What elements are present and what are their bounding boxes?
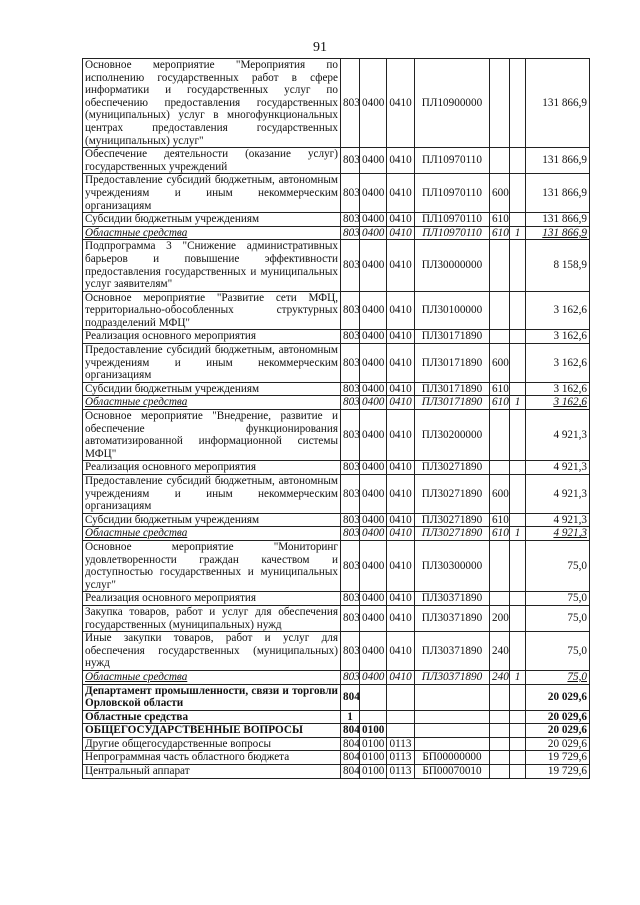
row-description: Департамент промышленности, связи и торговли Орловской области [83, 684, 341, 710]
row-ministry-code: 803 [341, 605, 360, 631]
row-target-article: ПЛ30171890 [415, 396, 490, 410]
row-ministry-code: 804 [341, 737, 360, 751]
row-target-article: ПЛ30100000 [415, 291, 490, 330]
row-expense-type: 240 [490, 670, 510, 684]
row-section-code: 0400 [360, 174, 387, 213]
row-subsection-code: 0113 [387, 737, 415, 751]
table-row [83, 724, 590, 738]
row-source-code: 1 [510, 226, 526, 240]
row-section-code: 0400 [360, 240, 387, 291]
row-target-article: ПЛ30300000 [415, 540, 490, 591]
table-row [83, 737, 590, 751]
row-source-code: 1 [510, 670, 526, 684]
row-subsection-code: 0410 [387, 461, 415, 475]
row-section-code: 0400 [360, 410, 387, 461]
row-amount: 8 158,9 [526, 240, 590, 291]
row-target-article: ПЛ30271890 [415, 527, 490, 541]
row-amount: 19 729,6 [526, 765, 590, 779]
row-expense-type [490, 240, 510, 291]
row-section-code: 0400 [360, 592, 387, 606]
row-target-article: ПЛ30200000 [415, 410, 490, 461]
row-section-code: 0400 [360, 330, 387, 344]
row-ministry-code: 803 [341, 670, 360, 684]
table-row [83, 410, 590, 461]
row-expense-type: 600 [490, 174, 510, 213]
row-source-code [510, 461, 526, 475]
row-subsection-code: 0410 [387, 396, 415, 410]
row-ministry-code: 803 [341, 344, 360, 383]
table-row [83, 344, 590, 383]
row-amount: 75,0 [526, 592, 590, 606]
row-description: Предоставление субсидий бюджетным, автономным учреждениям и иным некоммерческим организациям [83, 174, 341, 213]
row-description: Предоставление субсидий бюджетным, автономным учреждениям и иным некоммерческим организациям [83, 475, 341, 514]
row-source-code [510, 751, 526, 765]
row-amount: 3 162,6 [526, 330, 590, 344]
row-description: Предоставление субсидий бюджетным, автономным учреждениям и иным некоммерческим организациям [83, 344, 341, 383]
row-amount: 3 162,6 [526, 396, 590, 410]
row-subsection-code [387, 724, 415, 738]
row-description: Основное мероприятие "Мероприятия по исполнению государственных работ в сфере информатики и государственных услуг по обеспечению предоставления государственных (муниципальных) услуг в многофункциональных центрах предоставления государственных (муниципальных) услуг" [83, 59, 341, 148]
row-expense-type [490, 148, 510, 174]
row-target-article: ПЛ30271890 [415, 475, 490, 514]
row-expense-type [490, 751, 510, 765]
row-ministry-code: 803 [341, 540, 360, 591]
row-ministry-code: 1 [341, 710, 360, 724]
row-section-code: 0400 [360, 59, 387, 148]
row-target-article [415, 737, 490, 751]
row-subsection-code: 0410 [387, 330, 415, 344]
row-amount: 20 029,6 [526, 710, 590, 724]
row-source-code [510, 605, 526, 631]
row-target-article [415, 710, 490, 724]
row-ministry-code: 803 [341, 513, 360, 527]
row-description: Закупка товаров, работ и услуг для обеспечения государственных (муниципальных) нужд [83, 605, 341, 631]
table-row [83, 330, 590, 344]
row-subsection-code: 0410 [387, 592, 415, 606]
row-expense-type [490, 737, 510, 751]
row-description: Областные средства [83, 396, 341, 410]
row-amount: 75,0 [526, 670, 590, 684]
row-target-article: ПЛ10970110 [415, 213, 490, 227]
row-amount: 20 029,6 [526, 737, 590, 751]
row-amount: 3 162,6 [526, 344, 590, 383]
row-subsection-code: 0410 [387, 670, 415, 684]
row-expense-type [490, 330, 510, 344]
table-row [83, 59, 590, 148]
row-subsection-code: 0410 [387, 240, 415, 291]
row-section-code: 0100 [360, 765, 387, 779]
row-target-article: ПЛ10970110 [415, 148, 490, 174]
row-target-article: ПЛ30371890 [415, 632, 490, 671]
row-subsection-code: 0410 [387, 540, 415, 591]
row-section-code: 0400 [360, 540, 387, 591]
row-expense-type: 600 [490, 344, 510, 383]
table-row [83, 213, 590, 227]
row-subsection-code: 0410 [387, 344, 415, 383]
row-source-code [510, 344, 526, 383]
row-target-article: БП00070010 [415, 765, 490, 779]
row-section-code [360, 710, 387, 724]
row-expense-type: 240 [490, 632, 510, 671]
budget-table [82, 58, 590, 779]
row-amount: 3 162,6 [526, 382, 590, 396]
row-section-code: 0400 [360, 382, 387, 396]
row-subsection-code: 0410 [387, 410, 415, 461]
row-description: ОБЩЕГОСУДАРСТВЕННЫЕ ВОПРОСЫ [83, 724, 341, 738]
row-expense-type: 600 [490, 475, 510, 514]
row-target-article: ПЛ30371890 [415, 670, 490, 684]
row-target-article: ПЛ30271890 [415, 461, 490, 475]
row-expense-type [490, 724, 510, 738]
row-expense-type [490, 540, 510, 591]
row-expense-type [490, 684, 510, 710]
table-row [83, 226, 590, 240]
row-section-code: 0400 [360, 670, 387, 684]
row-section-code: 0400 [360, 475, 387, 514]
row-source-code [510, 291, 526, 330]
row-expense-type [490, 461, 510, 475]
page-number: 91 [313, 40, 327, 55]
row-section-code: 0100 [360, 724, 387, 738]
row-description: Областные средства [83, 527, 341, 541]
row-source-code [510, 213, 526, 227]
row-expense-type: 200 [490, 605, 510, 631]
row-ministry-code: 803 [341, 632, 360, 671]
row-section-code: 0400 [360, 396, 387, 410]
row-amount: 20 029,6 [526, 724, 590, 738]
row-source-code [510, 148, 526, 174]
row-subsection-code: 0410 [387, 527, 415, 541]
row-source-code [510, 765, 526, 779]
table-row [83, 765, 590, 779]
row-target-article: ПЛ10970110 [415, 174, 490, 213]
row-subsection-code [387, 684, 415, 710]
row-source-code [510, 710, 526, 724]
row-description: Основное мероприятие "Мониторинг удовлетворенности граждан качеством и доступностью государственных и муниципальных услуг" [83, 540, 341, 591]
row-target-article: ПЛ30171890 [415, 382, 490, 396]
row-expense-type [490, 410, 510, 461]
row-source-code [510, 475, 526, 514]
row-ministry-code: 803 [341, 240, 360, 291]
row-source-code [510, 592, 526, 606]
row-amount: 4 921,3 [526, 527, 590, 541]
table-row [83, 396, 590, 410]
row-expense-type: 610 [490, 382, 510, 396]
row-section-code: 0400 [360, 344, 387, 383]
row-source-code [510, 632, 526, 671]
row-amount: 20 029,6 [526, 684, 590, 710]
row-description: Основное мероприятие "Развитие сети МФЦ, территориально-обособленных структурных подразделений МФЦ" [83, 291, 341, 330]
row-ministry-code: 803 [341, 291, 360, 330]
row-ministry-code: 803 [341, 410, 360, 461]
row-description: Реализация основного мероприятия [83, 330, 341, 344]
row-description: Подпрограмма 3 "Снижение административных барьеров и повышение эффективности предоставления государственных и муниципальных услуг заявителям" [83, 240, 341, 291]
row-description: Областные средства [83, 670, 341, 684]
row-description: Другие общегосударственные вопросы [83, 737, 341, 751]
row-ministry-code: 803 [341, 213, 360, 227]
row-description: Центральный аппарат [83, 765, 341, 779]
row-amount: 75,0 [526, 632, 590, 671]
row-source-code [510, 540, 526, 591]
row-description: Непрограммная часть областного бюджета [83, 751, 341, 765]
row-amount: 4 921,3 [526, 410, 590, 461]
table-row [83, 670, 590, 684]
row-source-code [510, 382, 526, 396]
row-expense-type [490, 765, 510, 779]
row-expense-type: 610 [490, 396, 510, 410]
row-subsection-code [387, 710, 415, 724]
row-section-code: 0400 [360, 213, 387, 227]
row-description: Субсидии бюджетным учреждениям [83, 213, 341, 227]
row-section-code: 0400 [360, 148, 387, 174]
row-target-article: ПЛ30171890 [415, 344, 490, 383]
row-source-code [510, 410, 526, 461]
row-description: Реализация основного мероприятия [83, 461, 341, 475]
row-ministry-code: 803 [341, 527, 360, 541]
row-source-code [510, 737, 526, 751]
row-ministry-code: 803 [341, 330, 360, 344]
row-ministry-code: 803 [341, 461, 360, 475]
row-description: Реализация основного мероприятия [83, 592, 341, 606]
row-description: Обеспечение деятельности (оказание услуг) государственных учреждений [83, 148, 341, 174]
row-section-code: 0400 [360, 291, 387, 330]
row-source-code [510, 330, 526, 344]
row-amount: 4 921,3 [526, 461, 590, 475]
row-ministry-code: 803 [341, 475, 360, 514]
row-amount: 3 162,6 [526, 291, 590, 330]
table-row [83, 240, 590, 291]
row-amount: 131 866,9 [526, 226, 590, 240]
row-subsection-code: 0410 [387, 475, 415, 514]
table-row [83, 540, 590, 591]
table-row [83, 605, 590, 631]
row-section-code: 0100 [360, 751, 387, 765]
row-section-code: 0400 [360, 513, 387, 527]
table-row [83, 475, 590, 514]
row-subsection-code: 0113 [387, 765, 415, 779]
table-row [83, 382, 590, 396]
row-expense-type [490, 592, 510, 606]
row-amount: 131 866,9 [526, 59, 590, 148]
row-target-article: ПЛ30371890 [415, 605, 490, 631]
row-subsection-code: 0410 [387, 148, 415, 174]
row-ministry-code: 804 [341, 724, 360, 738]
row-ministry-code: 804 [341, 751, 360, 765]
row-ministry-code: 804 [341, 684, 360, 710]
row-source-code [510, 513, 526, 527]
row-subsection-code: 0410 [387, 605, 415, 631]
row-description: Иные закупки товаров, работ и услуг для обеспечения государственных (муниципальных) нужд [83, 632, 341, 671]
row-expense-type [490, 59, 510, 148]
row-ministry-code: 803 [341, 592, 360, 606]
row-description: Областные средства [83, 226, 341, 240]
row-section-code: 0400 [360, 226, 387, 240]
row-target-article: ПЛ30171890 [415, 330, 490, 344]
row-amount: 131 866,9 [526, 148, 590, 174]
row-subsection-code: 0410 [387, 213, 415, 227]
table-body [83, 59, 590, 779]
row-target-article: ПЛ10900000 [415, 59, 490, 148]
row-section-code: 0400 [360, 527, 387, 541]
table-row [83, 710, 590, 724]
row-description: Основное мероприятие "Внедрение, развитие и обеспечение функционирования автоматизированной информационной системы МФЦ" [83, 410, 341, 461]
row-amount: 131 866,9 [526, 213, 590, 227]
row-expense-type: 610 [490, 527, 510, 541]
row-amount: 75,0 [526, 605, 590, 631]
row-subsection-code: 0113 [387, 751, 415, 765]
row-expense-type: 610 [490, 226, 510, 240]
row-section-code: 0400 [360, 632, 387, 671]
row-source-code: 1 [510, 396, 526, 410]
row-section-code: 0100 [360, 737, 387, 751]
row-description: Субсидии бюджетным учреждениям [83, 513, 341, 527]
table-row [83, 751, 590, 765]
table-row [83, 148, 590, 174]
row-subsection-code: 0410 [387, 291, 415, 330]
row-source-code [510, 174, 526, 213]
row-ministry-code: 803 [341, 174, 360, 213]
row-source-code [510, 59, 526, 148]
table-row [83, 684, 590, 710]
row-ministry-code: 803 [341, 396, 360, 410]
row-ministry-code: 803 [341, 226, 360, 240]
table-row [83, 632, 590, 671]
row-amount: 4 921,3 [526, 475, 590, 514]
row-subsection-code: 0410 [387, 513, 415, 527]
row-section-code [360, 684, 387, 710]
row-amount: 75,0 [526, 540, 590, 591]
row-subsection-code: 0410 [387, 174, 415, 213]
row-target-article: БП00000000 [415, 751, 490, 765]
row-expense-type [490, 291, 510, 330]
table-row [83, 291, 590, 330]
row-target-article [415, 724, 490, 738]
row-target-article: ПЛ30371890 [415, 592, 490, 606]
table-row [83, 174, 590, 213]
row-target-article: ПЛ30000000 [415, 240, 490, 291]
row-ministry-code: 803 [341, 59, 360, 148]
row-subsection-code: 0410 [387, 632, 415, 671]
row-source-code [510, 240, 526, 291]
row-subsection-code: 0410 [387, 382, 415, 396]
row-expense-type [490, 710, 510, 724]
table-row [83, 527, 590, 541]
row-ministry-code: 803 [341, 382, 360, 396]
row-source-code: 1 [510, 527, 526, 541]
table-row [83, 513, 590, 527]
row-target-article [415, 684, 490, 710]
row-subsection-code: 0410 [387, 59, 415, 148]
row-amount: 19 729,6 [526, 751, 590, 765]
row-section-code: 0400 [360, 461, 387, 475]
row-section-code: 0400 [360, 605, 387, 631]
row-source-code [510, 684, 526, 710]
row-ministry-code: 804 [341, 765, 360, 779]
row-description: Областные средства [83, 710, 341, 724]
row-amount: 4 921,3 [526, 513, 590, 527]
row-expense-type: 610 [490, 213, 510, 227]
table-row [83, 592, 590, 606]
row-amount: 131 866,9 [526, 174, 590, 213]
row-subsection-code: 0410 [387, 226, 415, 240]
row-ministry-code: 803 [341, 148, 360, 174]
row-target-article: ПЛ30271890 [415, 513, 490, 527]
row-source-code [510, 724, 526, 738]
row-target-article: ПЛ10970110 [415, 226, 490, 240]
row-description: Субсидии бюджетным учреждениям [83, 382, 341, 396]
row-expense-type: 610 [490, 513, 510, 527]
table-row [83, 461, 590, 475]
